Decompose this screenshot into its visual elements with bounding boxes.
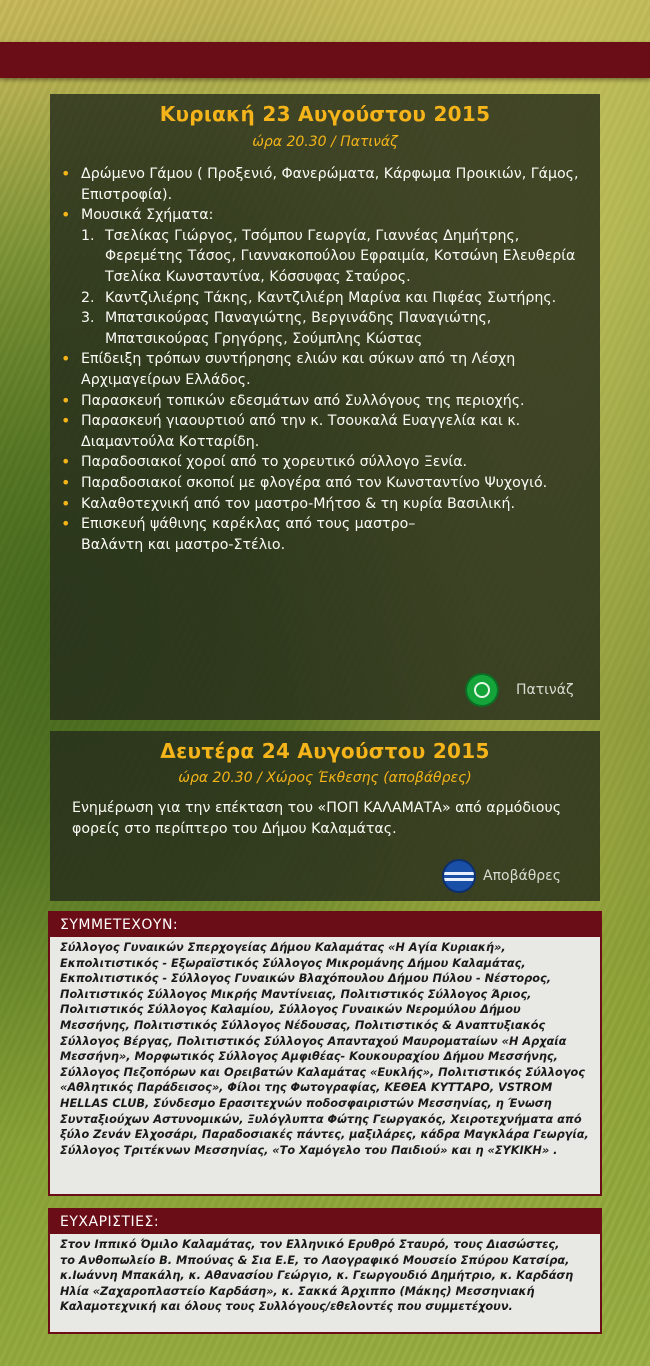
thanks-body (50, 1234, 600, 1315)
music-group-item: 1. Τσελίκας Γιώργος, Τσόμπου Γεωργία, Γιαννέας Δημήτρης, Φερεμέτης Τάσος, Γιαννακοπούλου Εφραιμία, Κοτσώνη Ελευθερία Τσελίκα Κωνσταντίνα, Κόσσυφας Σταύρος. (81, 227, 576, 285)
day2-panel (50, 731, 600, 901)
participants-line: Σύλλογος Γυναικών Σπερχογείας Δήμου Καλαμάτας «Η Αγία Κυριακή», (60, 941, 506, 954)
thanks-heading: ΕΥΧΑΡΙΣΤΙΕΣ: (50, 1210, 600, 1234)
list-item: • Παρασκευή γιαουρτιού από την κ. Τσουκαλά Ευαγγελία και κ. Διαμαντούλα Κοτταρίδη. (50, 411, 600, 452)
list-item: • Παραδοσιακοί σκοποί με φλογέρα από τον Κωνσταντίνο Ψυχογιό. (50, 473, 600, 494)
patinaz-location-label: Πατινάζ (516, 682, 574, 698)
participants-box (48, 911, 602, 1196)
participants-line: Σύλλογος Τριτέκνων Μεσσηνίας, «Το Χαμόγελο του Παιδιού» και η «ΣΥΚΙΚΗ» . (60, 1143, 558, 1157)
participants-line: Εκπολιτιστικός - Σύλλογος Γυναικών Βλαχόπουλου Δήμου Πύλου - Νέστορος, (60, 972, 552, 986)
list-item: • Δρώμενο Γάμου ( Προξενιό, Φανερώματα, Κάρφωμα Προικιών, Γάμος, Επιστροφία). (50, 164, 600, 205)
music-groups-list (81, 226, 600, 350)
list-item: • Παρασκευή τοπικών εδεσμάτων από Συλλόγους της περιοχής. (50, 391, 600, 412)
day2-description: Ενημέρωση για την επέκταση του «ΠΟΠ ΚΑΛΑΜΑΤΑ» από αρμόδιους φορείς στο περίπτερο του Δήμου Καλαμάτας. (72, 800, 562, 837)
participants-line: Πολιτιστικός Σύλλογος Καλαμίου, Σύλλογος Γυναικών Νερομύλου Δήμου (60, 1003, 521, 1017)
participants-line: Σύλλογος Βέργας, Πολιτιστικός Σύλλογος Απανταχού Μαυροματαίων «Η Αρχαία (60, 1034, 567, 1048)
participants-line: Μεσσήνης, Πολιτιστικός Σύλλογος Νέδουσας, Πολιτιστικός & Αναπτυξιακός (60, 1018, 546, 1032)
thanks-line: Στον Ιππικό Όμιλο Καλαμάτας, τον Ελληνικό Ερυθρό Σταυρό, τους Διασώστες, (60, 1238, 560, 1251)
day1-title: Κυριακή 23 Αυγούστου 2015 (159, 102, 491, 126)
list-item: • Μουσικά Σχήματα: 1. Τσελίκας Γιώργος, Τσόμπου Γεωργία, Γιαννέας Δημήτρης, Φερεμέτης Τάσος, Γιαννακοπούλου Εφραιμία, Κοτσώνη Ελευθερία Τσελίκα Κωνσταντίνα, Κόσσυφας Σταύρος. 2. Καντζιλιέρης Τάκης, Καντζιλιέρη Μαρίνα και Πιφέας Σωτήρης. 3. Μπατσικούρας Παναγιώτης, Βεργινάδης Παναγιώτης, Μπατσικούρας Γρηγόρης, Σούμπλης Κώστας (50, 205, 600, 349)
list-item: • Καλαθοτεχνική από τον μαστρο-Μήτσο & τη κυρία Βασιλική. (50, 494, 600, 515)
music-group-item: 2. Καντζιλιέρης Τάκης, Καντζιλιέρη Μαρίνα και Πιφέας Σωτήρης. (81, 289, 557, 306)
thanks-line: κ.Ιωάννη Μπακάλη, κ. Αθανασίου Γεώργιο, κ. Γεωργουδιό Δημήτριο, κ. Καρδάση (60, 1269, 574, 1283)
participants-line: «Αθλητικός Παράδεισος», Φίλοι της Φωτογραφίας, ΚΕΘΕΑ ΚΥΤΤΑΡΟ, VSTROM (60, 1081, 553, 1095)
participants-line: ξύλο Ζενάν Ελχοσάρι, Παραδοσιακές πάντες, μαξιλάρες, κάδρα Μαγκλάρα Γεωργία, (60, 1128, 589, 1142)
list-item: • Επισκευή ψάθινης καρέκλας από τους μαστρο–Βαλάντη και μαστρο-Στέλιο. (50, 514, 416, 555)
participants-line: Μεσσήνη», Μορφωτικός Σύλλογος Αμφιθέας- Κουκουραχίου Δήμου Μεσσήνης, (60, 1050, 558, 1064)
apovathres-location-icon (444, 861, 474, 891)
participants-line: Εκπολιτιστικός - Εξωραϊστικός Σύλλογος Μικρομάνης Δήμου Καλαμάτας, (60, 956, 526, 970)
day2-subtitle: ώρα 20.30 / Χώρος Έκθεσης (αποβάθρες) (178, 770, 472, 786)
participants-line: Σύλλογος Πεζοπόρων και Ορειβατών Καλαμάτας «Ευκλής», Πολιτιστικός Σύλλογος (60, 1065, 585, 1079)
thanks-line: Καλαμοτεχνική και όλους τους Συλλόγους/εθελοντές που συμμετέχουν. (60, 1300, 513, 1314)
thanks-line: το Ανθοπωλείο Β. Μπούνας & Σια Ε.Ε, το Λαογραφικό Μουσείο Σπύρου Κατσίρα, (60, 1253, 570, 1267)
day1-panel (50, 94, 600, 720)
participants-heading: ΣΥΜΜΕΤΕΧΟΥΝ: (50, 913, 600, 937)
top-banner-bar (0, 42, 650, 78)
participants-line: Συνταξιούχων Αστυνομικών, Ξυλόγλυπτα Φώτης Γεωργακός, Χειροτεχνήματα από (60, 1112, 582, 1126)
music-group-item: 3. Μπατσικούρας Παναγιώτης, Βεργινάδης Παναγιώτης, Μπατσικούρας Γρηγόρης, Σούμπλης Κώστας (81, 310, 492, 347)
thanks-box (48, 1208, 602, 1334)
patinaz-location-icon (467, 675, 497, 705)
participants-body (50, 937, 600, 1158)
participants-line: HELLAS CLUB, Σύνδεσμο Ερασιτεχνών ποδοσφαιριστών Μεσσηνίας, η Ένωση (60, 1096, 552, 1110)
participants-line: Πολιτιστικός Σύλλογος Μικρής Μαντίνειας, Πολιτιστικός Σύλλογος Άριος, (60, 987, 532, 1001)
apovathres-location-label: Αποβάθρες (483, 868, 561, 884)
day2-title: Δευτέρα 24 Αυγούστου 2015 (160, 739, 490, 763)
day1-program-list (50, 164, 600, 555)
thanks-line: Ηλία «Ζαχαροπλαστείο Καρδάση», κ. Σακκά Άρχιππο (Μάκης) Μεσσηνιακή (60, 1284, 535, 1298)
day1-subtitle: ώρα 20.30 / Πατινάζ (252, 134, 398, 150)
list-item: • Επίδειξη τρόπων συντήρησης ελιών και σύκων από τη Λέσχη Αρχιμαγείρων Ελλάδος. (50, 349, 600, 390)
list-item: • Παραδοσιακοί χοροί από το χορευτικό σύλλογο Ξενία. (50, 452, 600, 473)
